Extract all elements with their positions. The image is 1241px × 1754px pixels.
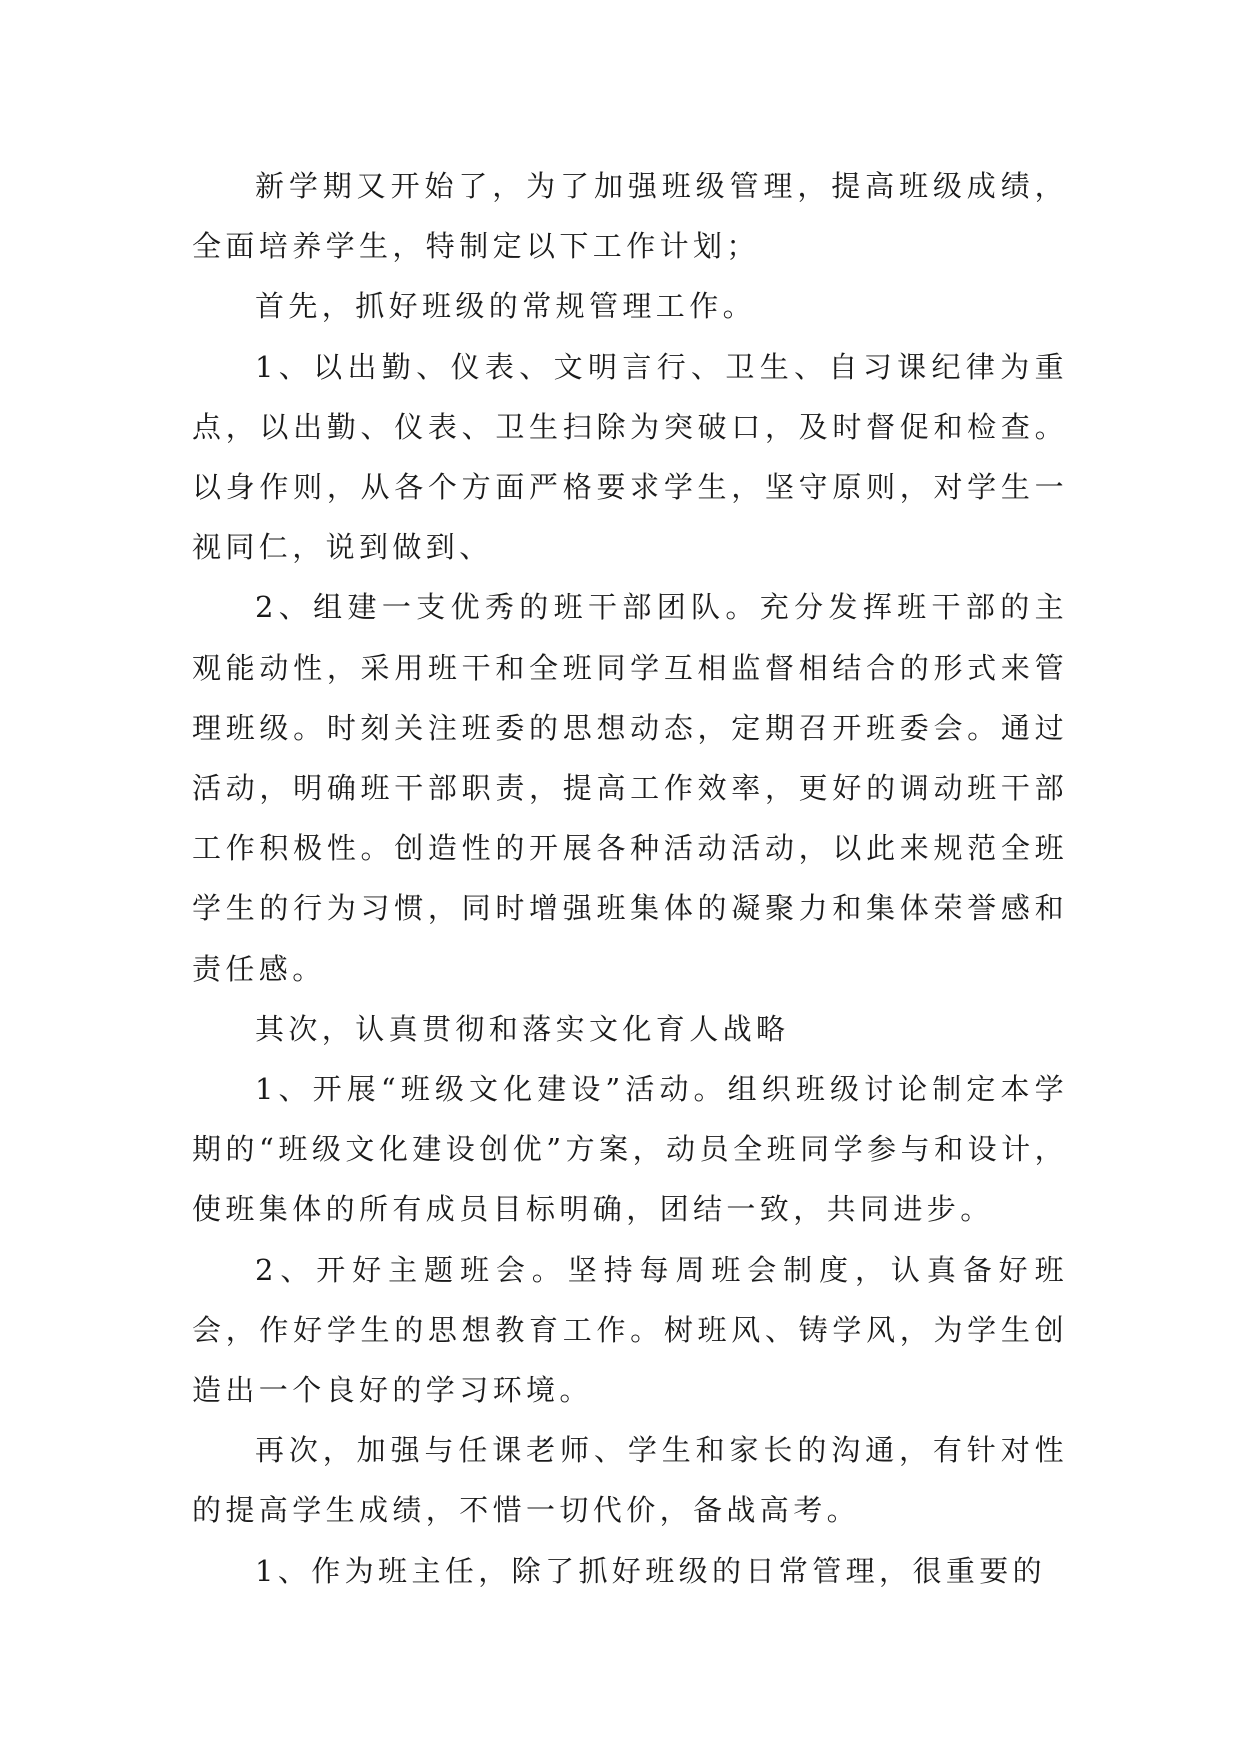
document-body	[192, 156, 1068, 1601]
paragraph-intro: 新学期又开始了，为了加强班级管理，提高班级成绩，全面培养学生，特制定以下工作计划；	[192, 169, 1068, 264]
paragraph-item-1-teacher: 1、作为班主任，除了抓好班级的日常管理，很重要的	[255, 1553, 1047, 1588]
paragraph-item-1-routine: 1、以出勤、仪表、文明言行、卫生、自习课纪律为重点，以出勤、仪表、卫生扫除为突破口，及时督促和检查。以身作则，从各个方面严格要求学生，坚守原则，对学生一视同仁，说到做到、	[192, 349, 1068, 565]
paragraph-section-second: 其次，认真贯彻和落实文化育人战略	[255, 1011, 790, 1046]
paragraph-section-third: 再次，加强与任课老师、学生和家长的沟通，有针对性的提高学生成绩，不惜一切代价，备战高考。	[192, 1433, 1068, 1528]
paragraph-item-2-meeting: 2、开好主题班会。坚持每周班会制度，认真备好班会，作好学生的思想教育工作。树班风、铸学风，为学生创造出一个良好的学习环境。	[192, 1252, 1068, 1408]
paragraph-section-first: 首先，抓好班级的常规管理工作。	[255, 289, 757, 324]
paragraph-item-1-culture: 1、开展“班级文化建设”活动。组织班级讨论制定本学期的“班级文化建设创优”方案，动员全班同学参与和设计，使班集体的所有成员目标明确，团结一致，共同进步。	[192, 1072, 1068, 1227]
paragraph-item-2-cadre: 2、组建一支优秀的班干部团队。充分发挥班干部的主观能动性，采用班干和全班同学互相监督相结合的形式来管理班级。时刻关注班委的思想动态，定期召开班委会。通过活动，明确班干部职责，提高工作效率，更好的调动班干部工作积极性。创造性的开展各种活动活动，以此来规范全班学生的行为习惯，同时增强班集体的凝聚力和集体荣誉感和责任感。	[192, 590, 1068, 986]
